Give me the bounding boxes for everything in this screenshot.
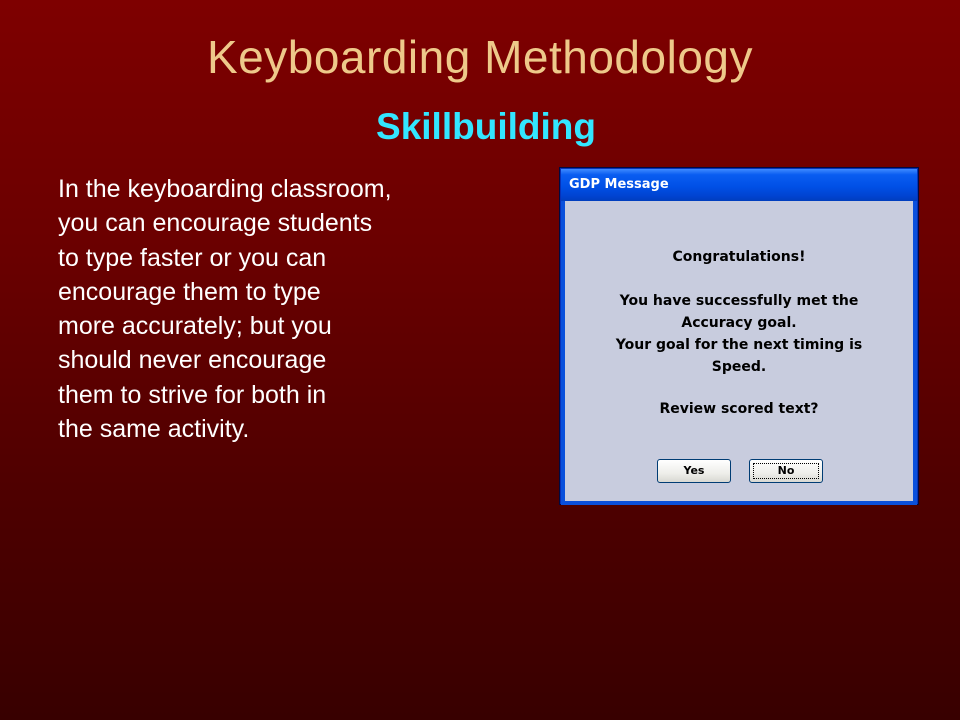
gdp-message-dialog xyxy=(560,168,918,504)
body-line: In the keyboarding classroom, xyxy=(58,175,392,203)
body-line: you can encourage students xyxy=(58,209,373,238)
dialog-frame xyxy=(561,201,917,505)
body-line: encourage them to type xyxy=(58,277,321,306)
dialog-message-line: Accuracy goal. xyxy=(681,315,797,331)
body-line: more accurately; but you xyxy=(58,312,332,341)
no-button[interactable] xyxy=(749,459,823,483)
yes-button-label: Yes xyxy=(683,464,705,477)
dialog-titlebar[interactable] xyxy=(561,169,917,201)
dialog-title: GDP Message xyxy=(569,177,669,192)
dialog-message-line: Speed. xyxy=(711,359,767,375)
dialog-question: Review scored text? xyxy=(659,401,819,417)
body-line: to type faster or you can xyxy=(58,243,327,272)
slide-title: Keyboarding Methodology xyxy=(207,31,753,83)
dialog-heading: Congratulations! xyxy=(672,249,806,265)
dialog-message-line: You have successfully met the xyxy=(619,293,859,309)
body-line: them to strive for both in xyxy=(58,380,327,409)
slide-body-text xyxy=(58,172,528,446)
yes-button[interactable] xyxy=(657,459,731,483)
dialog-message-line: Your goal for the next timing is xyxy=(615,337,863,353)
no-button-label: No xyxy=(777,464,795,477)
slide-subtitle: Skillbuilding xyxy=(376,106,596,147)
body-line: the same activity. xyxy=(58,415,250,444)
focus-rectangle xyxy=(753,463,819,479)
body-line: should never encourage xyxy=(58,346,327,375)
dialog-client-area xyxy=(565,201,913,501)
